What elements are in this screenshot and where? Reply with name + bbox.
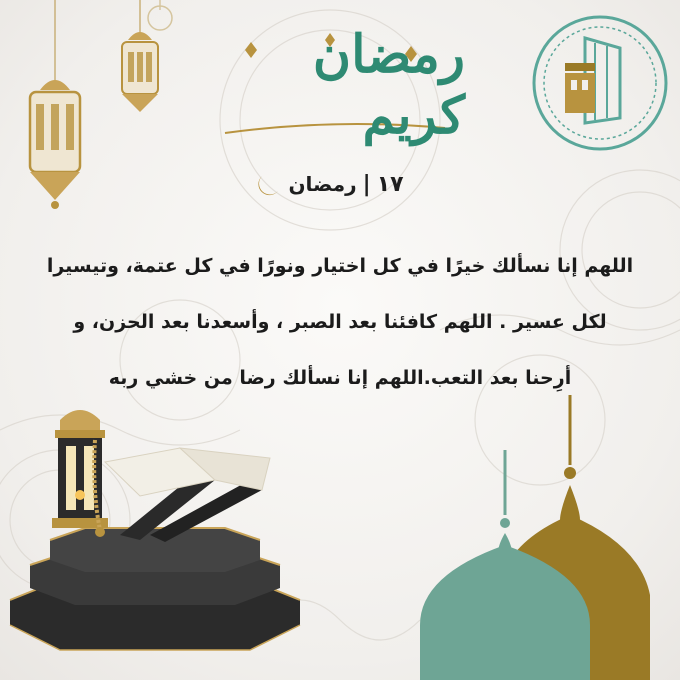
- table-lantern-icon: [52, 410, 108, 528]
- date-line: [230, 166, 430, 202]
- ramadan-kareem-title: رمضان كريم: [312, 24, 465, 146]
- hanging-lantern-icon: [30, 0, 80, 209]
- organization-logo: [525, 8, 675, 158]
- day-number: ١٧: [376, 171, 404, 197]
- prayer-line: أرِحنا بعد التعب.اللهم إنا نسألك رضا من خشي ربه: [108, 367, 572, 389]
- hanging-lantern-icon-small: [122, 0, 158, 112]
- prayer-line: اللهم إنا نسألك خيرًا في كل اختيار ونورًا في كل عتمة، وتيسيرا: [46, 255, 634, 277]
- hanging-lanterns: [0, 0, 200, 230]
- prayer-line: لكل عسير . اللهم كافئنا بعد الصبر ، وأسعدنا بعد الحزن، و: [73, 311, 607, 333]
- date-separator: |: [362, 171, 371, 197]
- crescent-moon-icon: [256, 171, 282, 197]
- month-name: رمضان: [288, 172, 357, 196]
- hanging-ornament-icon: [148, 0, 172, 30]
- mosque-domes-illustration: [410, 395, 680, 680]
- prayer-text: [40, 238, 640, 406]
- quran-on-stand-illustration: [0, 400, 320, 680]
